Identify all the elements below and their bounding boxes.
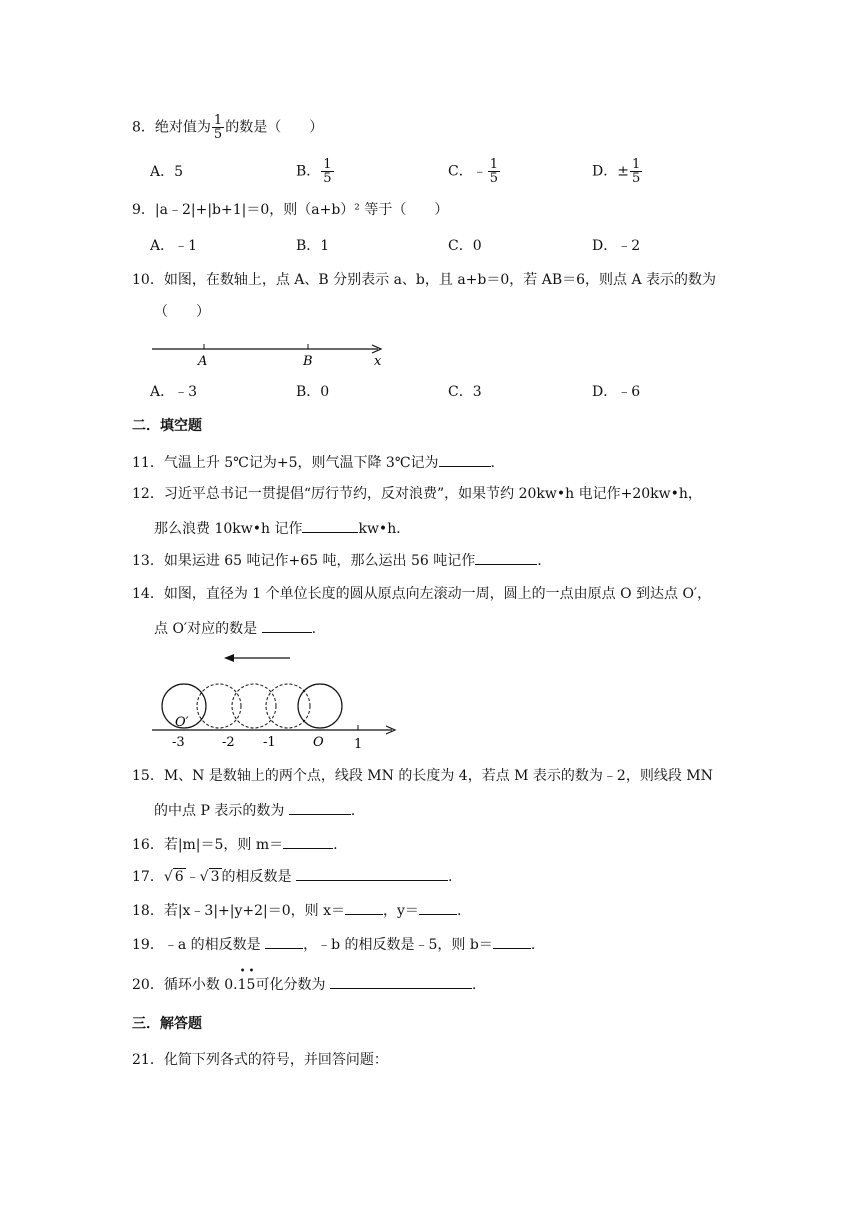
section-fill-in-heading: 二．填空题 — [132, 418, 202, 434]
q17 — [132, 866, 452, 887]
q13 — [132, 550, 542, 571]
answer-blank[interactable] — [296, 866, 448, 881]
q12-unit: kw•h． — [358, 521, 411, 537]
q20-text: 20．循环小数 0. — [132, 977, 238, 993]
option-fraction — [488, 158, 500, 185]
radicand: 3 — [210, 869, 220, 885]
radicand: 6 — [174, 869, 184, 885]
q14-line2 — [154, 618, 316, 639]
option-fraction — [630, 158, 642, 185]
q19 — [132, 934, 535, 955]
fraction-denominator: 5 — [631, 171, 641, 186]
q18 — [132, 900, 461, 921]
q17-end: . — [447, 869, 453, 885]
q13-text: 13．如果运进 65 吨记作+65 吨，那么运出 56 吨记作 — [132, 553, 476, 569]
q11 — [132, 452, 495, 473]
q12-line2 — [154, 518, 410, 539]
sqrt-three: √ 3 — [199, 869, 220, 885]
q19-text-b: ，﹣b 的相反数是﹣5，则 b＝ — [303, 937, 493, 953]
q20-text-b: 可化分数为 — [255, 977, 326, 993]
label-neg1: -1 — [263, 735, 276, 750]
q8-stem — [132, 114, 323, 141]
repeating-digit — [246, 966, 256, 995]
q21: 21．化简下列各式的符号，并回答问题： — [132, 1052, 388, 1068]
answer-blank[interactable] — [262, 618, 312, 633]
label-a: A — [198, 354, 208, 369]
q9-stem: 9．|a﹣2|+|b+1|＝0，则（a+b）² 等于（ ） — [132, 202, 449, 218]
label-one: 1 — [354, 737, 363, 752]
repeat-dot: • — [239, 966, 246, 977]
q9-option-a: A．﹣1 — [150, 238, 198, 254]
q8-option-d — [592, 158, 643, 185]
q14-end: . — [311, 621, 317, 637]
label-o-prime: O′ — [175, 715, 189, 730]
repeating-digit — [237, 966, 247, 995]
q15-line1: 15．M、N 是数轴上的两个点，线段 MN 的长度为 4，若点 M 表示的数为﹣2，则线段 MN — [132, 768, 713, 784]
label-x: x — [374, 354, 382, 369]
q18-end: . — [456, 903, 462, 919]
answer-blank[interactable] — [330, 974, 472, 989]
q10-option-d: D．﹣6 — [592, 384, 641, 400]
q10-option-c: C．3 — [448, 384, 482, 400]
digit: 5 — [246, 977, 256, 993]
circle-start — [298, 684, 342, 728]
answer-blank-y[interactable] — [419, 900, 457, 915]
q8-suffix: 的数是（ ） — [225, 119, 324, 136]
fraction-numerator: 1 — [323, 157, 332, 172]
q18-text-y: ，y＝ — [383, 903, 419, 919]
q17-text: 的相反数是 — [221, 869, 292, 885]
circle-rolling — [266, 684, 310, 728]
answer-blank[interactable] — [289, 800, 351, 815]
q11-text: 11．气温上升 5℃记为+5，则气温下降 3℃记为 — [132, 455, 439, 471]
q19-text: 19．﹣a 的相反数是 — [132, 937, 261, 953]
q8-fraction — [212, 114, 224, 141]
direction-arrowhead — [224, 654, 234, 662]
q8-option-b — [296, 158, 335, 185]
q9-option-d: D．﹣2 — [592, 238, 641, 254]
q9-option-c: C．0 — [448, 238, 482, 254]
q16-end: . — [333, 837, 338, 853]
label-neg2: -2 — [222, 735, 235, 750]
q8-option-c — [448, 158, 501, 185]
answer-blank[interactable] — [283, 834, 333, 849]
sqrt-six: √ 6 — [163, 869, 184, 885]
q12-text: 那么浪费 10kw•h 记作 — [154, 521, 303, 537]
digit: 1 — [237, 977, 247, 993]
fraction-numerator: 1 — [489, 157, 498, 172]
q10-option-a: A．﹣3 — [150, 384, 198, 400]
q8-prefix: 8．绝对值为 — [132, 119, 211, 136]
q16-text: 16．若|m|＝5，则 m＝ — [132, 837, 284, 853]
option-label: D．± — [592, 163, 629, 180]
label-o: O — [313, 735, 324, 750]
q20 — [132, 966, 477, 995]
answer-blank[interactable] — [475, 550, 537, 565]
section-answer-heading: 三．解答题 — [132, 1016, 202, 1032]
q15-end: . — [350, 803, 356, 819]
option-label: B． — [296, 163, 321, 180]
option-label: C．﹣ — [448, 163, 487, 180]
q18-text: 18．若|x﹣3|+|y+2|＝0，则 x＝ — [132, 903, 346, 919]
q15-text: 的中点 P 表示的数为 — [154, 803, 285, 819]
circle-rolling — [197, 684, 241, 728]
answer-blank[interactable] — [439, 452, 491, 467]
q14-text: 点 O′对应的数是 — [154, 621, 258, 637]
fraction-numerator: 1 — [213, 113, 223, 128]
fraction-denominator: 5 — [323, 171, 332, 186]
q12-line1: 12．习近平总书记一贯提倡“厉行节约，反对浪费”，如果节约 20kw•h 电记作+20kw•h， — [132, 486, 702, 502]
q17-number: 17． — [132, 869, 164, 885]
answer-blank-x[interactable] — [345, 900, 383, 915]
answer-blank-b[interactable] — [493, 934, 531, 949]
minus-sign: ﹣ — [185, 869, 200, 885]
label-neg3: -3 — [172, 735, 185, 750]
circle-rolling — [232, 684, 276, 728]
q16 — [132, 834, 338, 855]
q11-end: . — [490, 455, 495, 471]
option-fraction — [321, 158, 333, 185]
q20-end: . — [471, 977, 477, 993]
q14-rolling-circle-figure — [150, 650, 400, 752]
q14-line1: 14．如图，直径为 1 个单位长度的圆从原点向左滚动一周，圆上的一点由原点 O 到达点 O′， — [132, 586, 712, 602]
fraction-numerator: 1 — [631, 157, 641, 172]
q10-stem-line2: （ ） — [154, 304, 210, 320]
q15-line2 — [154, 800, 355, 821]
fraction-denominator: 5 — [489, 171, 498, 186]
q9-option-b: B．1 — [296, 238, 330, 254]
q10-stem-line1: 10．如图，在数轴上，点 A、B 分别表示 a、b，且 a+b＝0，若 AB＝6，则点 A 表示的数为 — [132, 272, 717, 288]
q8-option-a — [150, 162, 183, 182]
q10-option-b: B．0 — [296, 384, 330, 400]
answer-blank[interactable] — [302, 518, 358, 533]
repeat-dot: • — [248, 966, 255, 977]
q13-end: . — [537, 553, 542, 569]
q10-number-line-figure — [150, 336, 390, 370]
answer-blank[interactable] — [265, 934, 303, 949]
option-label: A．5 — [150, 164, 184, 180]
fraction-denominator: 5 — [213, 127, 223, 142]
label-b: B — [303, 354, 313, 369]
q19-end: . — [530, 937, 536, 953]
